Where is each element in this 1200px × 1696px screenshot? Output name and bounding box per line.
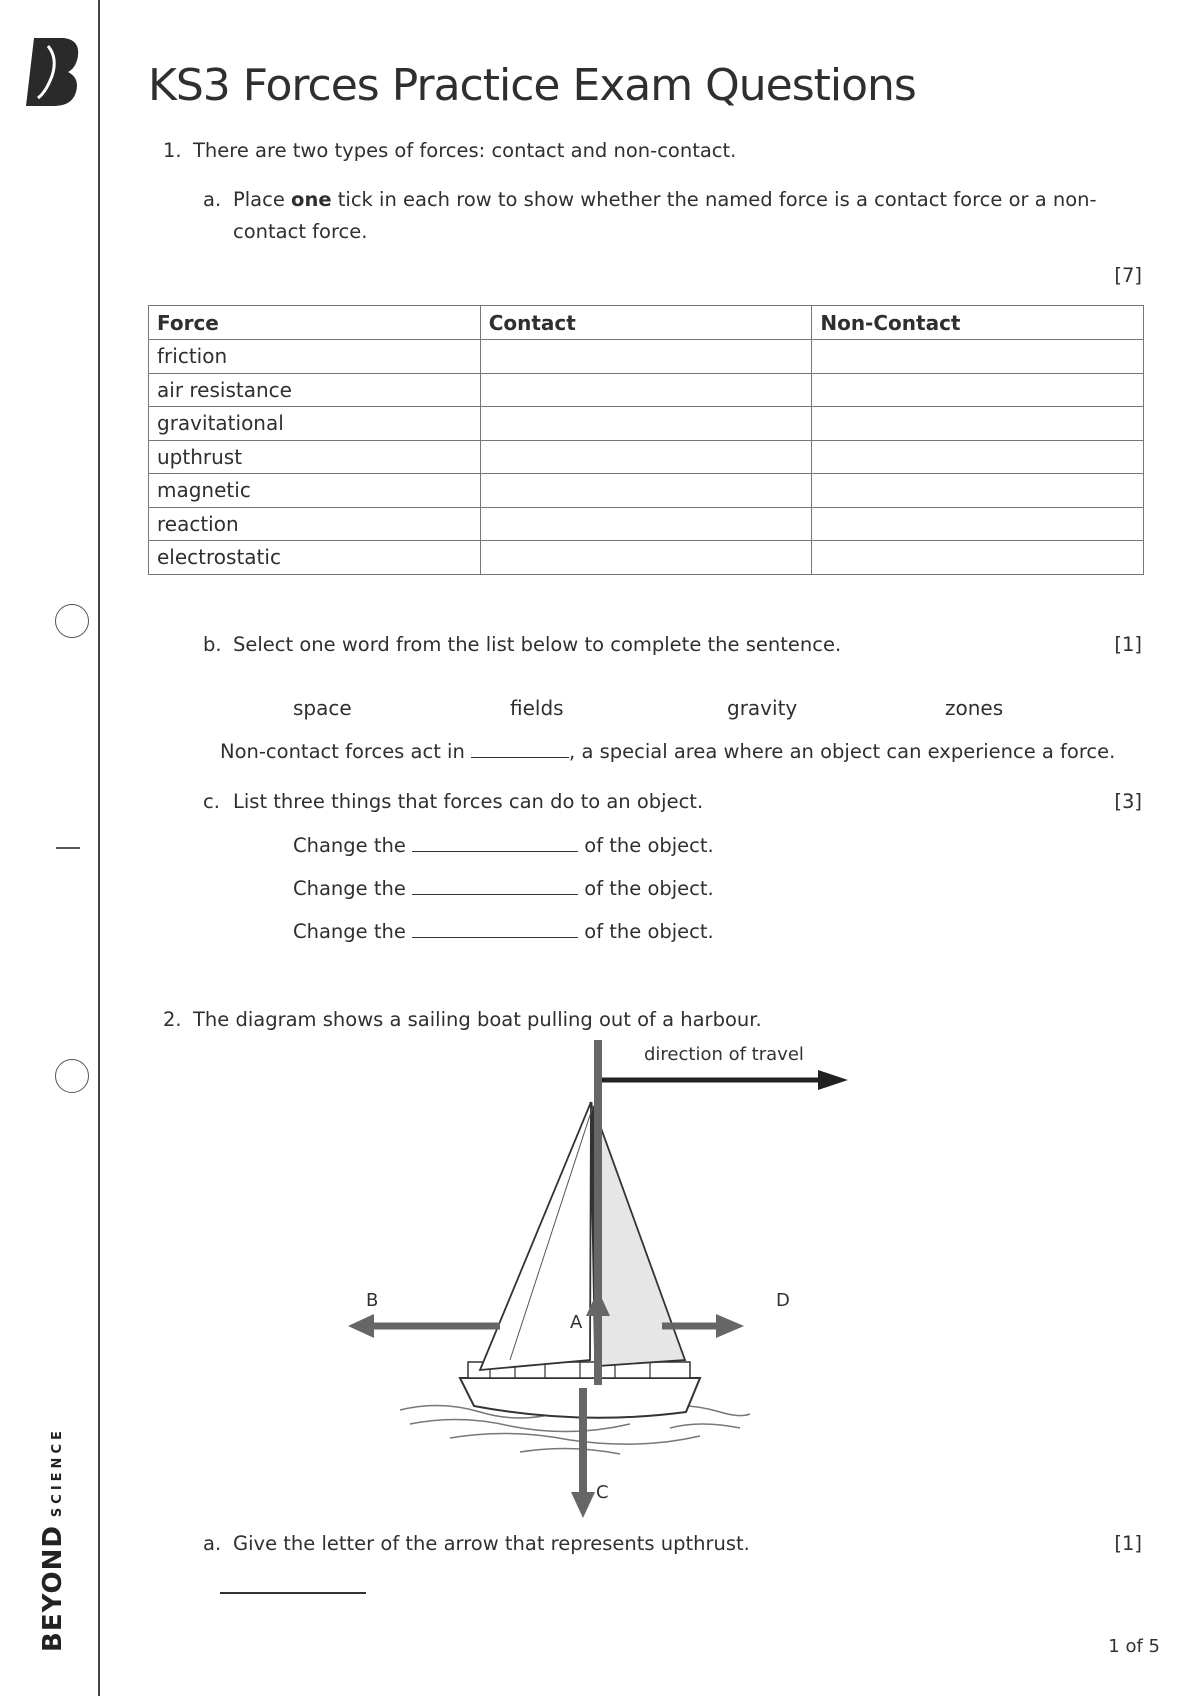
force-name: reaction	[149, 507, 481, 541]
q2a-marks: [1]	[1114, 1532, 1142, 1555]
non-contact-tick-cell[interactable]	[812, 541, 1144, 575]
direction-label: direction of travel	[644, 1044, 804, 1065]
q1a-letter: a.	[203, 188, 222, 211]
force-name: electrostatic	[149, 541, 481, 575]
q1a-text-post: tick in each row to show whether the named force is a contact force or a non-	[331, 188, 1097, 211]
q1c-line	[293, 877, 714, 900]
non-contact-tick-cell[interactable]	[812, 507, 1144, 541]
q1b-text: Select one word from the list below to complete the sentence.	[233, 633, 842, 656]
table-row	[149, 407, 1144, 441]
q1c-line-post: of the object.	[578, 920, 714, 943]
contact-tick-cell[interactable]	[480, 541, 812, 575]
q1b-sentence-pre: Non-contact forces act in	[220, 740, 472, 763]
q1b-sentence	[220, 740, 1115, 763]
q1c-line	[293, 920, 714, 943]
sailing-boat-diagram	[340, 1040, 860, 1520]
answer-blank[interactable]	[471, 757, 569, 758]
table-row	[149, 340, 1144, 374]
brand-subname: SCIENCE	[50, 1427, 65, 1518]
punch-hole-bottom	[55, 1059, 89, 1093]
word-option: zones	[945, 696, 1004, 720]
table-row	[149, 373, 1144, 407]
arrow-c-head	[571, 1492, 595, 1518]
q1c-line-post: of the object.	[578, 877, 714, 900]
force-name: magnetic	[149, 474, 481, 508]
punch-hole-top	[55, 604, 89, 638]
table-row	[149, 474, 1144, 508]
q1c-text: List three things that forces can do to an object.	[233, 790, 704, 813]
word-option: fields	[510, 696, 564, 720]
non-contact-tick-cell[interactable]	[812, 474, 1144, 508]
q2a-letter: a.	[203, 1532, 222, 1555]
q1c-line-pre: Change the	[293, 834, 413, 857]
brand-name: BEYOND	[38, 1525, 68, 1652]
table-row	[149, 541, 1144, 575]
arrow-label-a: A	[570, 1312, 583, 1333]
arrow-label-c: C	[596, 1482, 609, 1503]
contact-tick-cell[interactable]	[480, 373, 812, 407]
force-name: upthrust	[149, 440, 481, 474]
non-contact-tick-cell[interactable]	[812, 440, 1144, 474]
q2a-text: Give the letter of the arrow that represents upthrust.	[233, 1532, 750, 1555]
contact-tick-cell[interactable]	[480, 340, 812, 374]
contact-tick-cell[interactable]	[480, 507, 812, 541]
non-contact-tick-cell[interactable]	[812, 373, 1144, 407]
word-option: gravity	[727, 696, 798, 720]
arrow-d-head	[716, 1314, 744, 1338]
force-table	[148, 305, 1144, 575]
answer-blank[interactable]	[220, 1592, 366, 1594]
table-header-row	[149, 306, 1144, 340]
answer-blank[interactable]	[412, 851, 578, 852]
q1c-line	[293, 834, 714, 857]
answer-blank[interactable]	[412, 894, 578, 895]
q1c-line-pre: Change the	[293, 877, 413, 900]
force-name: friction	[149, 340, 481, 374]
table-header: Contact	[480, 306, 812, 340]
q1-text: There are two types of forces: contact and non-contact.	[193, 139, 737, 162]
page-title: KS3 Forces Practice Exam Questions	[148, 60, 916, 111]
non-contact-tick-cell[interactable]	[812, 340, 1144, 374]
brand-wordmark	[38, 1427, 68, 1652]
table-header: Non-Contact	[812, 306, 1144, 340]
margin-line	[98, 0, 100, 1696]
arrow-b-head	[348, 1314, 374, 1338]
table-row	[149, 507, 1144, 541]
q1b-sentence-post: , a special area where an object can experience a force.	[569, 740, 1116, 763]
direction-arrow-head	[818, 1070, 848, 1090]
q1a-text-pre: Place	[233, 188, 292, 211]
force-name: gravitational	[149, 407, 481, 441]
contact-tick-cell[interactable]	[480, 474, 812, 508]
answer-blank[interactable]	[412, 937, 578, 938]
q1a-marks: [7]	[1114, 264, 1142, 287]
q1a-text-line2: contact force.	[233, 220, 368, 243]
q1a-text	[233, 188, 1097, 211]
table-row	[149, 440, 1144, 474]
q1c-marks: [3]	[1114, 790, 1142, 813]
q1c-letter: c.	[203, 790, 220, 813]
force-name: air resistance	[149, 373, 481, 407]
contact-tick-cell[interactable]	[480, 407, 812, 441]
q2-number: 2.	[163, 1008, 182, 1031]
word-option: space	[293, 696, 352, 720]
q1a-text-bold: one	[291, 188, 332, 211]
table-header: Force	[149, 306, 481, 340]
non-contact-tick-cell[interactable]	[812, 407, 1144, 441]
margin-fold-mark	[56, 847, 80, 849]
arrow-label-b: B	[366, 1290, 379, 1311]
q1b-letter: b.	[203, 633, 222, 656]
arrow-label-d: D	[776, 1290, 790, 1311]
q1c-line-pre: Change the	[293, 920, 413, 943]
q1c-line-post: of the object.	[578, 834, 714, 857]
q2-text: The diagram shows a sailing boat pulling out of a harbour.	[193, 1008, 762, 1031]
contact-tick-cell[interactable]	[480, 440, 812, 474]
beyond-logo-icon	[24, 36, 82, 108]
q1-number: 1.	[163, 139, 182, 162]
page-number: 1 of 5	[1108, 1636, 1160, 1657]
q1b-marks: [1]	[1114, 633, 1142, 656]
